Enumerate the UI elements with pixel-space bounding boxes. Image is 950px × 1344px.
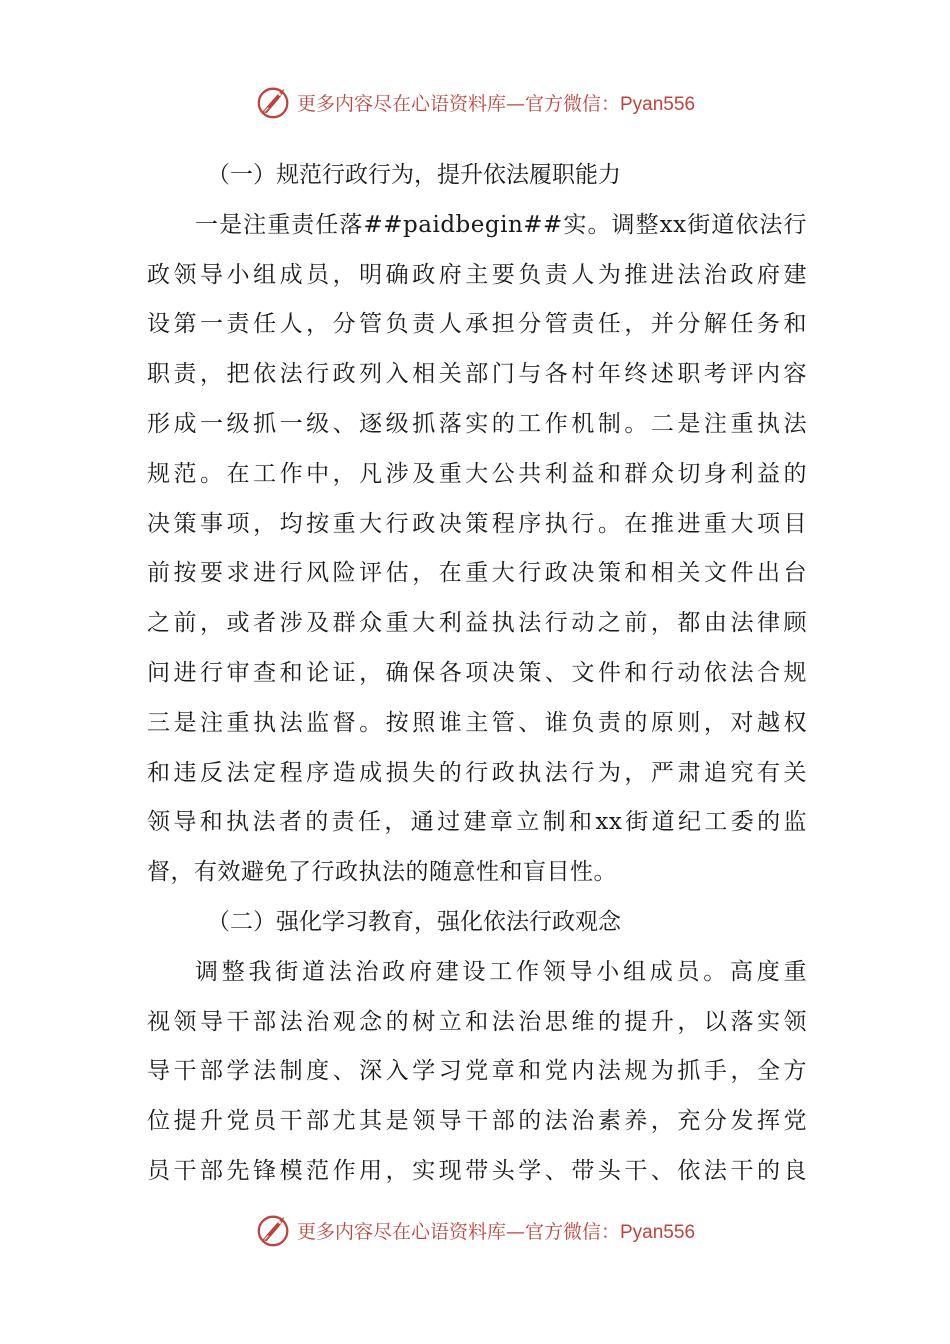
paragraph-1: [147, 201, 807, 898]
text-line: 问进行审查和论证，确保各项决策、文件和行动依法合规: [147, 659, 807, 686]
text-line: 调整我街道法治政府建设工作领导小组成员。高度重: [195, 958, 807, 985]
text-line: 规范。在工作中，凡涉及重大公共利益和群众切身利益的: [147, 460, 807, 487]
paragraph-2: [147, 948, 807, 1197]
text-line: 三是注重执法监督。按照谁主管、谁负责的原则，对越权: [147, 709, 807, 736]
text-line: 视领导干部法治观念的树立和法治思维的提升，以落实领: [147, 1008, 807, 1035]
pen-nib-seal-icon: [255, 1211, 293, 1249]
text-line: 职责，把依法行政列入相关部门与各村年终述职考评内容: [147, 361, 807, 388]
banner-wechat-id: Pyan556: [620, 1221, 696, 1243]
text-line: 员干部先锋模范作用，实现带头学、带头干、依法干的良: [147, 1157, 807, 1184]
text-line: 形成一级抓一级、逐级抓落实的工作机制。二是注重执法: [147, 410, 807, 437]
text-line: 设第一责任人，分管负责人承担分管责任，并分解任务和: [147, 311, 807, 338]
text-line: 督，有效避免了行政执法的随意性和盲目性。: [147, 859, 617, 886]
banner-site-name: 更多内容尽在心语资料库: [296, 1220, 506, 1243]
text-line: 决策事项，均按重大行政决策程序执行。在推进重大项目: [147, 510, 807, 537]
text-line: 政领导小组成员，明确政府主要负责人为推进法治政府建: [147, 261, 807, 288]
header-banner: [0, 80, 950, 124]
text-line: 和违反法定程序造成损失的行政执法行为，严肃追究有关: [147, 759, 807, 786]
text-line: 位提升党员干部尤其是领导干部的法治素养，充分发挥党: [147, 1108, 807, 1135]
text-line: 前按要求进行风险评估，在重大行政决策和相关文件出台: [147, 560, 807, 587]
document-body: [147, 151, 807, 1197]
banner-wechat-label: 官方微信：: [524, 1220, 620, 1243]
text-line: 导干部学法制度、深入学习党章和党内法规为抓手，全方: [147, 1058, 807, 1085]
banner-wechat-id: Pyan556: [620, 93, 696, 115]
banner-text: [297, 1217, 695, 1244]
text-line: 领导和执法者的责任，通过建章立制和xx街道纪工委的监: [147, 809, 807, 836]
banner-dash: —: [505, 1220, 525, 1243]
banner-site-name: 更多内容尽在心语资料库: [296, 92, 506, 115]
pen-nib-seal-icon: [255, 83, 293, 121]
banner-text: [297, 89, 695, 116]
section-heading-1: （一）规范行政行为，提升依法履职能力: [207, 162, 621, 188]
section-heading-2: （二）强化学习教育，强化依法行政观念: [207, 908, 621, 935]
text-line: 之前，或者涉及群众重大利益执法行动之前，都由法律顾: [147, 610, 807, 637]
banner-wechat-label: 官方微信：: [524, 92, 620, 115]
banner-dash: —: [505, 92, 525, 115]
text-line: 一是注重责任落##paidbegin##实。调整xx街道依法行: [195, 211, 807, 238]
footer-banner: [0, 1208, 950, 1252]
